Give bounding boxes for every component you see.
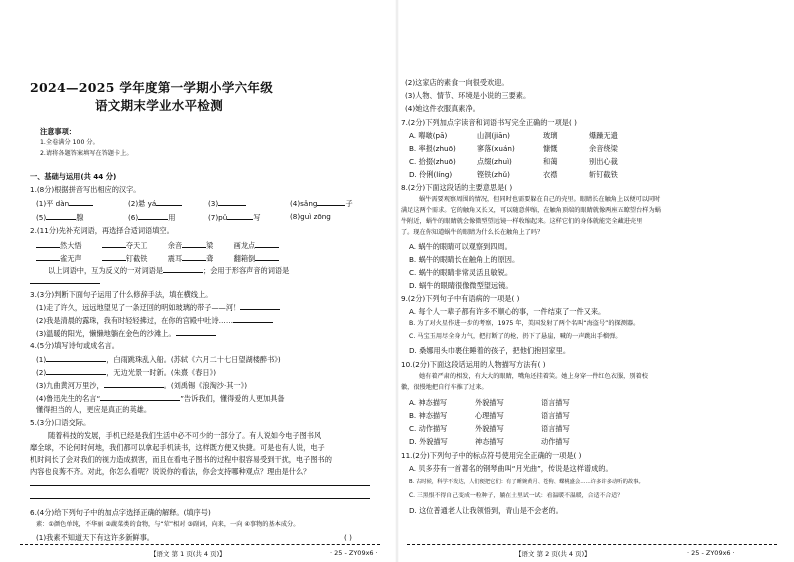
q10-text-1: 她有着严肃的相发，有大大的眼睛，嘴角还挂着笑。她上身穿一件红色衣服，别着校 [419, 373, 648, 380]
q1-item-1: (1)平 dàn [36, 198, 93, 208]
q8-text-2: 满足这两个需求。它的触角又长又，可以随意伸缩，在触角顶端的眼睛就像两座五瞭望台样为蜗 [401, 207, 661, 214]
q8-option-b: B. 蜗牛的眼睛长在触角上的原因。 [409, 255, 520, 264]
question-7: 7.(2分)下列加点字读音和词语书写完全正确的一项是( ) [401, 118, 577, 127]
q1-item-6: (6) 用 [128, 213, 176, 222]
q2-line3: 以上词语中，互为反义的一对词语是 ；会用于形容声音的词语是 [48, 266, 290, 275]
q6-item-2: (2)这家店的素食一向很受欢迎。 [405, 78, 509, 87]
q10-text-2: 徽，很慢地把自行车推了过来。 [401, 384, 488, 391]
q6-definitions: 素：①颜色单纯，不华丽 ②蔬菜类的食物，与“荤”相对 ③副词，向来，一向 ④事物的基本成分。 [36, 521, 300, 528]
q8-text-3: 牛附近，蜗牛的眼睛就会像微型望远镜一样收缩起来。这样它们的身体就能完全藏进壳里 [401, 218, 643, 225]
notes-title: 注意事项： [40, 127, 76, 136]
note-1: 1.全卷满分 100 分。 [40, 139, 99, 146]
question-1: 1.(8分)根据拼音写出相应的汉字。 [30, 185, 141, 194]
q4-item-4b: 懂得担当的人，更应是真正的英雄。 [36, 405, 152, 414]
question-9: 9.(2分)下列句子中有语病的一项是( ) [401, 294, 520, 303]
page-code: · 25 - ZY09x6 · [330, 549, 378, 557]
section-heading: 一、基础与运用(共 44 分) [30, 172, 117, 181]
q7-option-c: C. 拾掇(zhuō) 点缀(zhuì) 和蔼 别出心裁 [409, 157, 618, 166]
q8-option-d: D. 蜗牛的眼睛很像微型望远镜。 [409, 281, 513, 290]
q1-item-5: (5) 腺 [36, 213, 84, 222]
q3-item-2: (2)我是清晨的露珠，我有时轻轻拂过，在你的宫殿中吐诗…… [36, 315, 273, 325]
page-footer-right: 【语文 第 2 页(共 4 页)】 [515, 550, 591, 558]
q6-blank: ( ) [344, 533, 352, 542]
exam-title-year: 2024—2025 学年度第一学期小学六年级 [30, 80, 274, 95]
question-4: 4.(5分)填写诗句或成名言。 [30, 341, 119, 350]
page-footer: 【语文 第 1 页(共 4 页)】 [150, 550, 226, 558]
q1-item-3: (3) [208, 198, 246, 208]
exam-page-2 [397, 0, 794, 562]
q5-text-2: 靡全球，不论何时何地，我们都可以拿起手机读书，这样既方便又快捷。可是也有人说，电子 [30, 443, 325, 452]
q7-option-d: D. 伶俐(líng) 铿铁(zhǔ) 衣襟 斩钉截铁 [409, 170, 618, 179]
q3-item-3: (3)温暖的阳光，懒懒地躺在金色的沙滩上。 [36, 328, 216, 338]
question-3: 3.(3分)判断下面句子运用了什么修辞手法，填在横线上。 [30, 290, 213, 299]
q2-line4 [30, 276, 100, 286]
q1-item-8: (8)guì zōng [290, 212, 331, 221]
q3-item-1: (1)走了许久，远远地望见了一条迂回的明如玻璃的带子——河！ [36, 302, 280, 312]
question-6: 6.(4分)给下列句子中的加点字选择正确的解释。(填序号) [30, 508, 211, 517]
question-11: 11.(2分)下列句子中的标点符号使用完全正确的一项是( ) [401, 451, 582, 460]
q10-option-a: A. 神态描写 外貌描写 语言描写 [409, 398, 570, 407]
q1-item-7: (7)pǔ 写 [208, 213, 261, 222]
q9-option-c: C. 马宝玉用尽全身力气，把打断了的枪，扔下了悬崖，喊的一声跳出手榴弹。 [409, 333, 622, 340]
q2-row1: 然大悟 夺天工 余音 梁 画龙点 [36, 240, 279, 250]
q10-option-b: B. 神态描写 心理描写 语言描写 [409, 411, 570, 420]
q4-item-2: (2) ，无边光景一时新。(朱熹《春日》) [36, 368, 217, 377]
q11-option-a: A. 贝多芬有一首著名的钢琴曲叫“月光曲”，传说是这样谱成的。 [409, 464, 613, 473]
q1-item-4: (4)sǎng 子 [290, 199, 353, 208]
q8-option-a: A. 蜗牛的眼睛可以观察到四周。 [409, 242, 512, 251]
q5-text-4: 内容也良莠不齐。对此，你怎么看呢？说说你的看法，你会支持哪种观点？理由是什么？ [30, 467, 311, 476]
footer-rule-right [407, 544, 777, 545]
q6-item-4: (4)她这件衣服真素净。 [405, 104, 480, 113]
q4-item-4: (4)鲁迅先生的名言“ ”告诉我们，懂得爱的人更加具备 [36, 394, 285, 403]
exam-title: 语文期末学业水平检测 [95, 98, 224, 113]
answer-line-1 [30, 485, 370, 486]
q4-item-1: (1) ，白雨跳珠乱入船。(苏轼《六月二十七日望湖楼醉书》) [36, 355, 281, 364]
q1-item-2: (2)悬 yá [128, 198, 182, 208]
q8-text-1: 蜗牛需要观察周围的情况，但同时也需要躲在自己的壳里。眼睛长在触角上以便可以同时 [419, 196, 661, 203]
q11-option-b: B. 古时候，科学不发达，人们便把它们：有了睡婉黄月、苍狗、蝶桃盛会……许多许多动听的故事。 [409, 479, 644, 485]
question-5: 5.(3分)口语交际。 [30, 418, 91, 427]
q5-text-3: 机时间长了会对我们的视力造成损害，而且在看电子图书的过程中很容易受到干扰，电子图书的 [30, 455, 332, 464]
q7-option-b: B. 率报(zhuō) 寥落(xuán) 慷慨 余音绕梁 [409, 144, 618, 153]
q6-item-3: (3)人物、情节、环境是小说的三要素。 [405, 91, 531, 100]
q2-row2: 雀无声 钉截铁 震耳 聋 翻箱倒 [36, 253, 279, 263]
question-10: 10.(2分)下面这段话运用的人物描写方法有( ) [401, 360, 546, 369]
q9-option-a: A. 每个人一辈子都有许多不顺心的事，一件结束了一件又来。 [409, 307, 606, 316]
q9-option-b: B. 为了对火星作进一步的考察，1975 年，美国发射了两个名叫“海盗号”的探测器。 [409, 320, 640, 327]
q4-item-3: (3)九曲黄河万里沙， 。(刘禹锡《浪淘沙·其一》) [36, 381, 248, 390]
q10-option-d: D. 外貌描写 神态描写 动作描写 [409, 437, 570, 446]
question-8: 8.(2分)下面这段话的主要意思是( ) [401, 183, 513, 192]
q9-option-d: D. 桑娜用头巾裹住睡着的孩子，把他们抱回家里。 [409, 346, 571, 355]
footer-rule [20, 544, 380, 545]
page-code-right: · 25 - ZY09x6 · [687, 549, 735, 557]
q8-text-4: 了。现在你知道蜗牛的眼睛为什么长在触角上了吗？ [401, 229, 544, 236]
q11-option-d: D. 这位普通老人让我领悟到，青山是不会老的。 [409, 506, 563, 515]
q8-option-c: C. 蜗牛的眼睛非常灵活且敏锐。 [409, 268, 513, 277]
q10-option-c: C. 动作描写 外貌描写 语言描写 [409, 424, 570, 433]
question-2: 2.(11分)先补充词语，再选择合适词语填空。 [30, 226, 174, 235]
q11-option-c: C. 三黑恨不得自己变成一粒种子，躺在土里试一试：看温暖不温暖，合适不合适？ [409, 493, 624, 499]
q6-item-1: (1)我素不知道天下有这许多新鲜事。 [36, 533, 154, 542]
q5-text-1: 随着科技的发展，手机已经是我们生活中必不可少的一部分了。有人说如今电子图书风 [48, 431, 322, 440]
note-2: 2.请将各题答案填写在答题卡上。 [40, 150, 133, 157]
q7-option-a: A. 嘚啵(pā) 山洞(jiān) 玻璃 爆躁无遗 [409, 131, 618, 140]
answer-line-2 [30, 498, 370, 499]
